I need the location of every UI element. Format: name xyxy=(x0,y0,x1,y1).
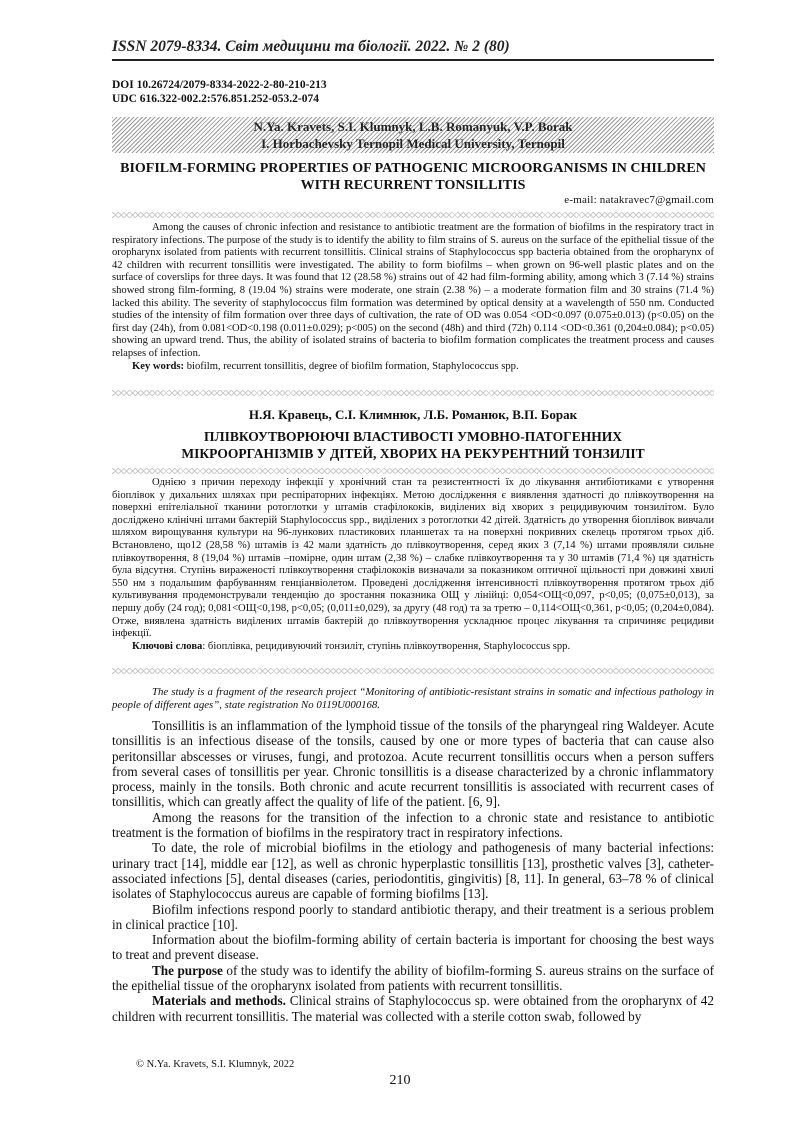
paragraph: Tonsillitis is an inflammation of the lymphoid tissue of the tonsils of the pharyngeal ring Waldeyer. Acute tonsillitis is an infectious disease of the tonsils, caused by one or more types of bacteria that can cause also peritonsillar abscesses or viruses, fungi, and protozoa. Acute recurrent tonsillitis occurs when a person suffers from several cases of tonsillitis per year. Chronic tonsillitis is a disease characterized by a chronic inflammatory process, mainly in the tonsils. Both chronic and acute recurrent tonsillitis is associated with recurrent cases of tonsillitis, which can greatly affect the quality of life of the patient. [6, 9]. xyxy=(112,718,714,810)
divider xyxy=(112,468,714,474)
keywords-label: Ключові слова xyxy=(132,640,203,652)
keywords-value: biofilm, recurrent tonsillitis, degree of biofilm formation, Staphylococcus spp. xyxy=(184,360,519,372)
keywords-value: : біоплівка, рецидивуючий тонзиліт, ступінь плівкоутворення, Staphylococcus spp. xyxy=(202,640,571,652)
authors-ua: Н.Я. Кравець, С.І. Климнюк, Л.Б. Романюк, В.П. Борак xyxy=(248,407,578,422)
abstract-ua-text: Однією з причин переходу інфекції у хронічний стан та резистентності їх до лікування антибіотиками є утворення біоплівок у дихальних шляхах при респіраторних інфекціях. Метою дослідження є виявлення здатності до плівкоутворення на поверхні епітеліальної тканини ротоглотки у штамів стафілококів, виділених від хворих з рецидивуючим тонзилітом. Було досліджено клінічні штами бактерій Staphylococcus spp., виділених з ротоглотки 42 дітей. Здатність до утворення біоплівок вивчали шляхом вирощування культури на 96-лункових пластикових планшетах та на поверхні покривних скелець протягом трьох діб. Встановлено, що12 (28,58 %) штамів із 42 мали здатність до плівкоутворення, серед яких 3 (7,14 %) штами проявляли сильне плівкоутворення, 8 (19,04 %) штамів –помірне, один штам (2,38 %) – слабке плівкоутворення та у 30 штамів (71,4 %) ця здатність була відсутня. Ступінь вираженості плівкоутворення стафілококів визначали за показником оптичної щільності при довжині хвилі 550 нм з подальшим фарбуванням генціанвіолетом. Проведені дослідження інтенсивності плівкоутворення протягом трьох діб культивування продемонстрували тенденцію до зростання показника ОЩ у лінійці: 0,054<ОЩ<0,097, р<0,05; (0,075±0,013), за першу добу (24 год); 0,081<ОЩ<0,198, р<0,05; (0,011±0,029), за другу (48 год) та за третю – 0,114<ОЩ<0,361, р<0,05; (0,204±0,084). Отже, виявлена здатність виділених штамів бактерій до плівкоутворення ускладнює процес лікування та спричиняє рецидиви інфекції. xyxy=(112,477,714,640)
page-number: 210 xyxy=(389,1073,411,1088)
abstract-en-text: Among the causes of chronic infection and resistance to antibiotic treatment are the formation of biofilms in the respiratory tract in respiratory infections. The purpose of the study is to identify the ability to film strains of S. aureus on the surface of the epithelial tissue of the oropharynx isolated from patients with recurrent tonsillitis. Clinical strains of Staphylococcus spp bacteria obtained from the oropharynx of 42 children with recurrent tonsillitis were investigated. The ability to form biofilms – when grown on 96-well plastic plates and on the surface of coverslips for three days. It was found that 12 (28.58 %) strains out of 42 had film-forming ability, among which 3 (7.14 %) strains showed strong film-forming, 8 (19.04 %) strains were moderate, one strain (2.38 %) – a moderate formation film and 30 strains (71.4 %) lacked this ability. The severity of staphylococcus film formation was determined by optical density at a wavelength of 550 nm. Conducted studies of the intensity of film formation over three days of cultivation, the rate of OD was 0.054 <OD<0.097 (0.075±0.013) (p<0.05) on the first day (24h), from 0.081<OD<0.198 (0.011±0.029); p<005) on the second (48h) and third (72h) 0.114 <OD<0.361 (0,204±0.084); p<0.05) showing an upward trend. Thus, the ability of isolated strains of bacteria to biofilm formation complicates the treatment process and causes relapses of infection. xyxy=(112,222,714,359)
abstract-ua xyxy=(112,477,714,653)
article-title-ua xyxy=(112,428,714,462)
title-line-2: WITH RECURRENT TONSILLITIS xyxy=(300,178,526,193)
article-body xyxy=(112,718,714,1024)
divider xyxy=(112,668,714,674)
section-label: The purpose xyxy=(152,962,223,978)
divider xyxy=(112,390,714,396)
journal-header: ISSN 2079-8334. Світ медицини та біології. 2022. № 2 (80) xyxy=(112,38,714,61)
paragraph-purpose xyxy=(112,963,714,994)
project-note-text: The study is a fragment of the research project “Monitoring of antibiotic-resistant strains in somatic and infectious pathology in people of different ages”, state registration No 0119U000168. xyxy=(112,686,714,711)
divider xyxy=(112,212,714,218)
copyright: © N.Ya. Kravets, S.I. Klumnyk, 2022 xyxy=(136,1059,295,1070)
paragraph: Biofilm infections respond poorly to standard antibiotic therapy, and their treatment is a serious problem in clinical practice [10]. xyxy=(112,901,714,932)
doi: DOI 10.26724/2079-8334-2022-2-80-210-213 xyxy=(112,79,327,91)
paragraph: To date, the role of microbial biofilms in the etiology and pathogenesis of many bacterial infections: urinary tract [14], middle ear [12], as well as chronic hyperplastic tonsillitis [13], prosthetic valves [3], catheter-associated infections [5], dental diseases (caries, periodontitis, gingivitis) [8, 11]. In general, 63–78 % of clinical isolates of Staphylococcus aureus are capable of forming biofilms [13]. xyxy=(112,840,714,902)
paragraph: Information about the biofilm-forming ability of certain bacteria is important for choosing the best ways to treat and prevent disease. xyxy=(112,932,714,963)
article-title-en xyxy=(112,160,714,194)
section-label: Materials and methods. xyxy=(152,993,286,1009)
keywords-ua xyxy=(112,641,714,654)
title-line-1: BIOFILM-FORMING PROPERTIES OF PATHOGENIC MICROORGANISMS IN CHILDREN xyxy=(120,161,706,176)
authors-en: N.Ya. Kravets, S.I. Klumnyk, L.B. Romanyuk, V.P. Borak xyxy=(253,119,573,134)
paragraph: Among the reasons for the transition of the infection to a chronic state and resistance to antibiotic treatment is the formation of biofilms in the respiratory tract in respiratory infections. xyxy=(112,809,714,841)
paragraph-text: Clinical strains of Staphylococcus sp. were obtained from the oropharynx of 42 children with recurrent tonsillitis. The material was collected with a sterile cotton swab, followed by xyxy=(112,993,714,1024)
identifiers xyxy=(112,78,327,106)
paragraph-methods xyxy=(112,993,714,1024)
project-note xyxy=(112,686,714,712)
title-ua-line-2: МІКРООРГАНІЗМІВ У ДІТЕЙ, ХВОРИХ НА РЕКУРЕНТНИЙ ТОНЗИЛІТ xyxy=(181,446,645,461)
keywords-en xyxy=(112,361,714,374)
authors-banner xyxy=(112,117,714,153)
paragraph-text: of the study was to identify the ability of biofilm-forming S. aureus strains on the surface of the epithelial tissue of the oropharynx isolated from patients with recurrent tonsillitis. xyxy=(112,962,715,994)
title-ua-line-1: ПЛІВКОУТВОРЮЮЧІ ВЛАСТИВОСТІ УМОВНО-ПАТОГЕННИХ xyxy=(204,429,622,444)
keywords-label: Key words: xyxy=(132,360,185,372)
email-contact: e-mail: natakravec7@gmail.com xyxy=(564,194,714,206)
abstract-en xyxy=(112,222,714,373)
affiliation: I. Horbachevsky Ternopil Medical University, Ternopil xyxy=(261,136,565,151)
udc: UDC 616.322-002.2:576.851.252-053.2-074 xyxy=(112,93,319,105)
